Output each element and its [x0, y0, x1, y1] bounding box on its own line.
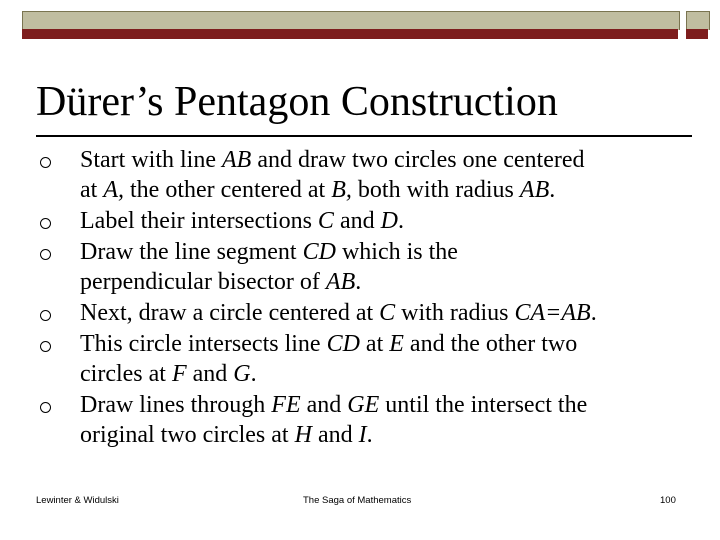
- text-run: .: [549, 177, 556, 203]
- math-variable: AB: [221, 147, 252, 173]
- text-run: This circle intersects line: [80, 331, 327, 357]
- bullet-text-line: [80, 299, 597, 327]
- header-band-maroon: [22, 29, 678, 39]
- text-run: original two circles at: [80, 422, 295, 448]
- math-variable: C: [379, 300, 396, 326]
- text-run: Start with line: [80, 147, 222, 173]
- bullet-circle-icon: [40, 402, 51, 413]
- text-run: Label their intersections: [80, 208, 318, 234]
- title-divider: [36, 135, 692, 137]
- bullet-text-line: [80, 146, 585, 174]
- bullet-circle-icon: [40, 249, 51, 260]
- bullet-text-line: [80, 268, 361, 296]
- page-number: 100: [660, 495, 676, 506]
- text-run: which is the: [335, 239, 458, 265]
- math-variable: GE: [347, 392, 380, 418]
- math-variable: I: [358, 422, 367, 448]
- text-run: and: [300, 392, 348, 418]
- text-run: the other centered at: [124, 177, 332, 203]
- bullet-text-line: [80, 391, 587, 419]
- footer-course-title: The Saga of Mathematics: [303, 495, 412, 506]
- bullet-circle-icon: [40, 157, 51, 168]
- text-run: and: [333, 208, 381, 234]
- text-run: and the other two: [403, 331, 578, 357]
- bullet-text-line: [80, 207, 404, 235]
- text-run: and: [311, 422, 359, 448]
- text-run: and draw two circles one centered: [251, 147, 585, 173]
- text-run: perpendicular bisector of: [80, 269, 326, 295]
- math-variable: A,: [103, 177, 124, 203]
- math-variable: G: [233, 361, 251, 387]
- text-run: Next, draw a circle centered at: [80, 300, 380, 326]
- math-variable: D: [380, 208, 398, 234]
- header-band-tan: [22, 11, 680, 30]
- text-run: .: [355, 269, 362, 295]
- bullet-circle-icon: [40, 310, 51, 321]
- text-run: .: [397, 208, 404, 234]
- math-variable: B,: [331, 177, 352, 203]
- math-variable: C: [317, 208, 334, 234]
- text-run: until the intersect the: [379, 392, 588, 418]
- text-run: at: [80, 177, 104, 203]
- bullet-text-line: [80, 360, 257, 388]
- math-variable: CA=AB: [514, 300, 591, 326]
- text-run: circles at: [80, 361, 172, 387]
- math-variable: CD: [326, 331, 360, 357]
- text-run: Draw lines through: [80, 392, 272, 418]
- text-run: .: [366, 422, 373, 448]
- text-run: at: [359, 331, 390, 357]
- text-run: both with radius: [351, 177, 520, 203]
- text-run: .: [590, 300, 597, 326]
- bullet-text-line: [80, 238, 458, 266]
- math-variable: E: [389, 331, 404, 357]
- math-variable: F: [171, 361, 187, 387]
- text-run: .: [250, 361, 257, 387]
- bullet-text-line: [80, 330, 577, 358]
- math-variable: H: [294, 422, 312, 448]
- text-run: Draw the line segment: [80, 239, 303, 265]
- math-variable: AB: [519, 177, 550, 203]
- bullet-circle-icon: [40, 218, 51, 229]
- math-variable: AB: [325, 269, 356, 295]
- math-variable: CD: [302, 239, 336, 265]
- bullet-circle-icon: [40, 341, 51, 352]
- header-corner-tan: [686, 11, 710, 30]
- header-corner-maroon: [686, 29, 708, 39]
- footer-authors: Lewinter & Widulski: [36, 495, 119, 506]
- math-variable: FE: [271, 392, 301, 418]
- bullet-text-line: [80, 176, 555, 204]
- bullet-text-line: [80, 421, 373, 449]
- text-run: with radius: [395, 300, 515, 326]
- slide-title: Dürer’s Pentagon Construction: [36, 79, 558, 125]
- text-run: and: [186, 361, 234, 387]
